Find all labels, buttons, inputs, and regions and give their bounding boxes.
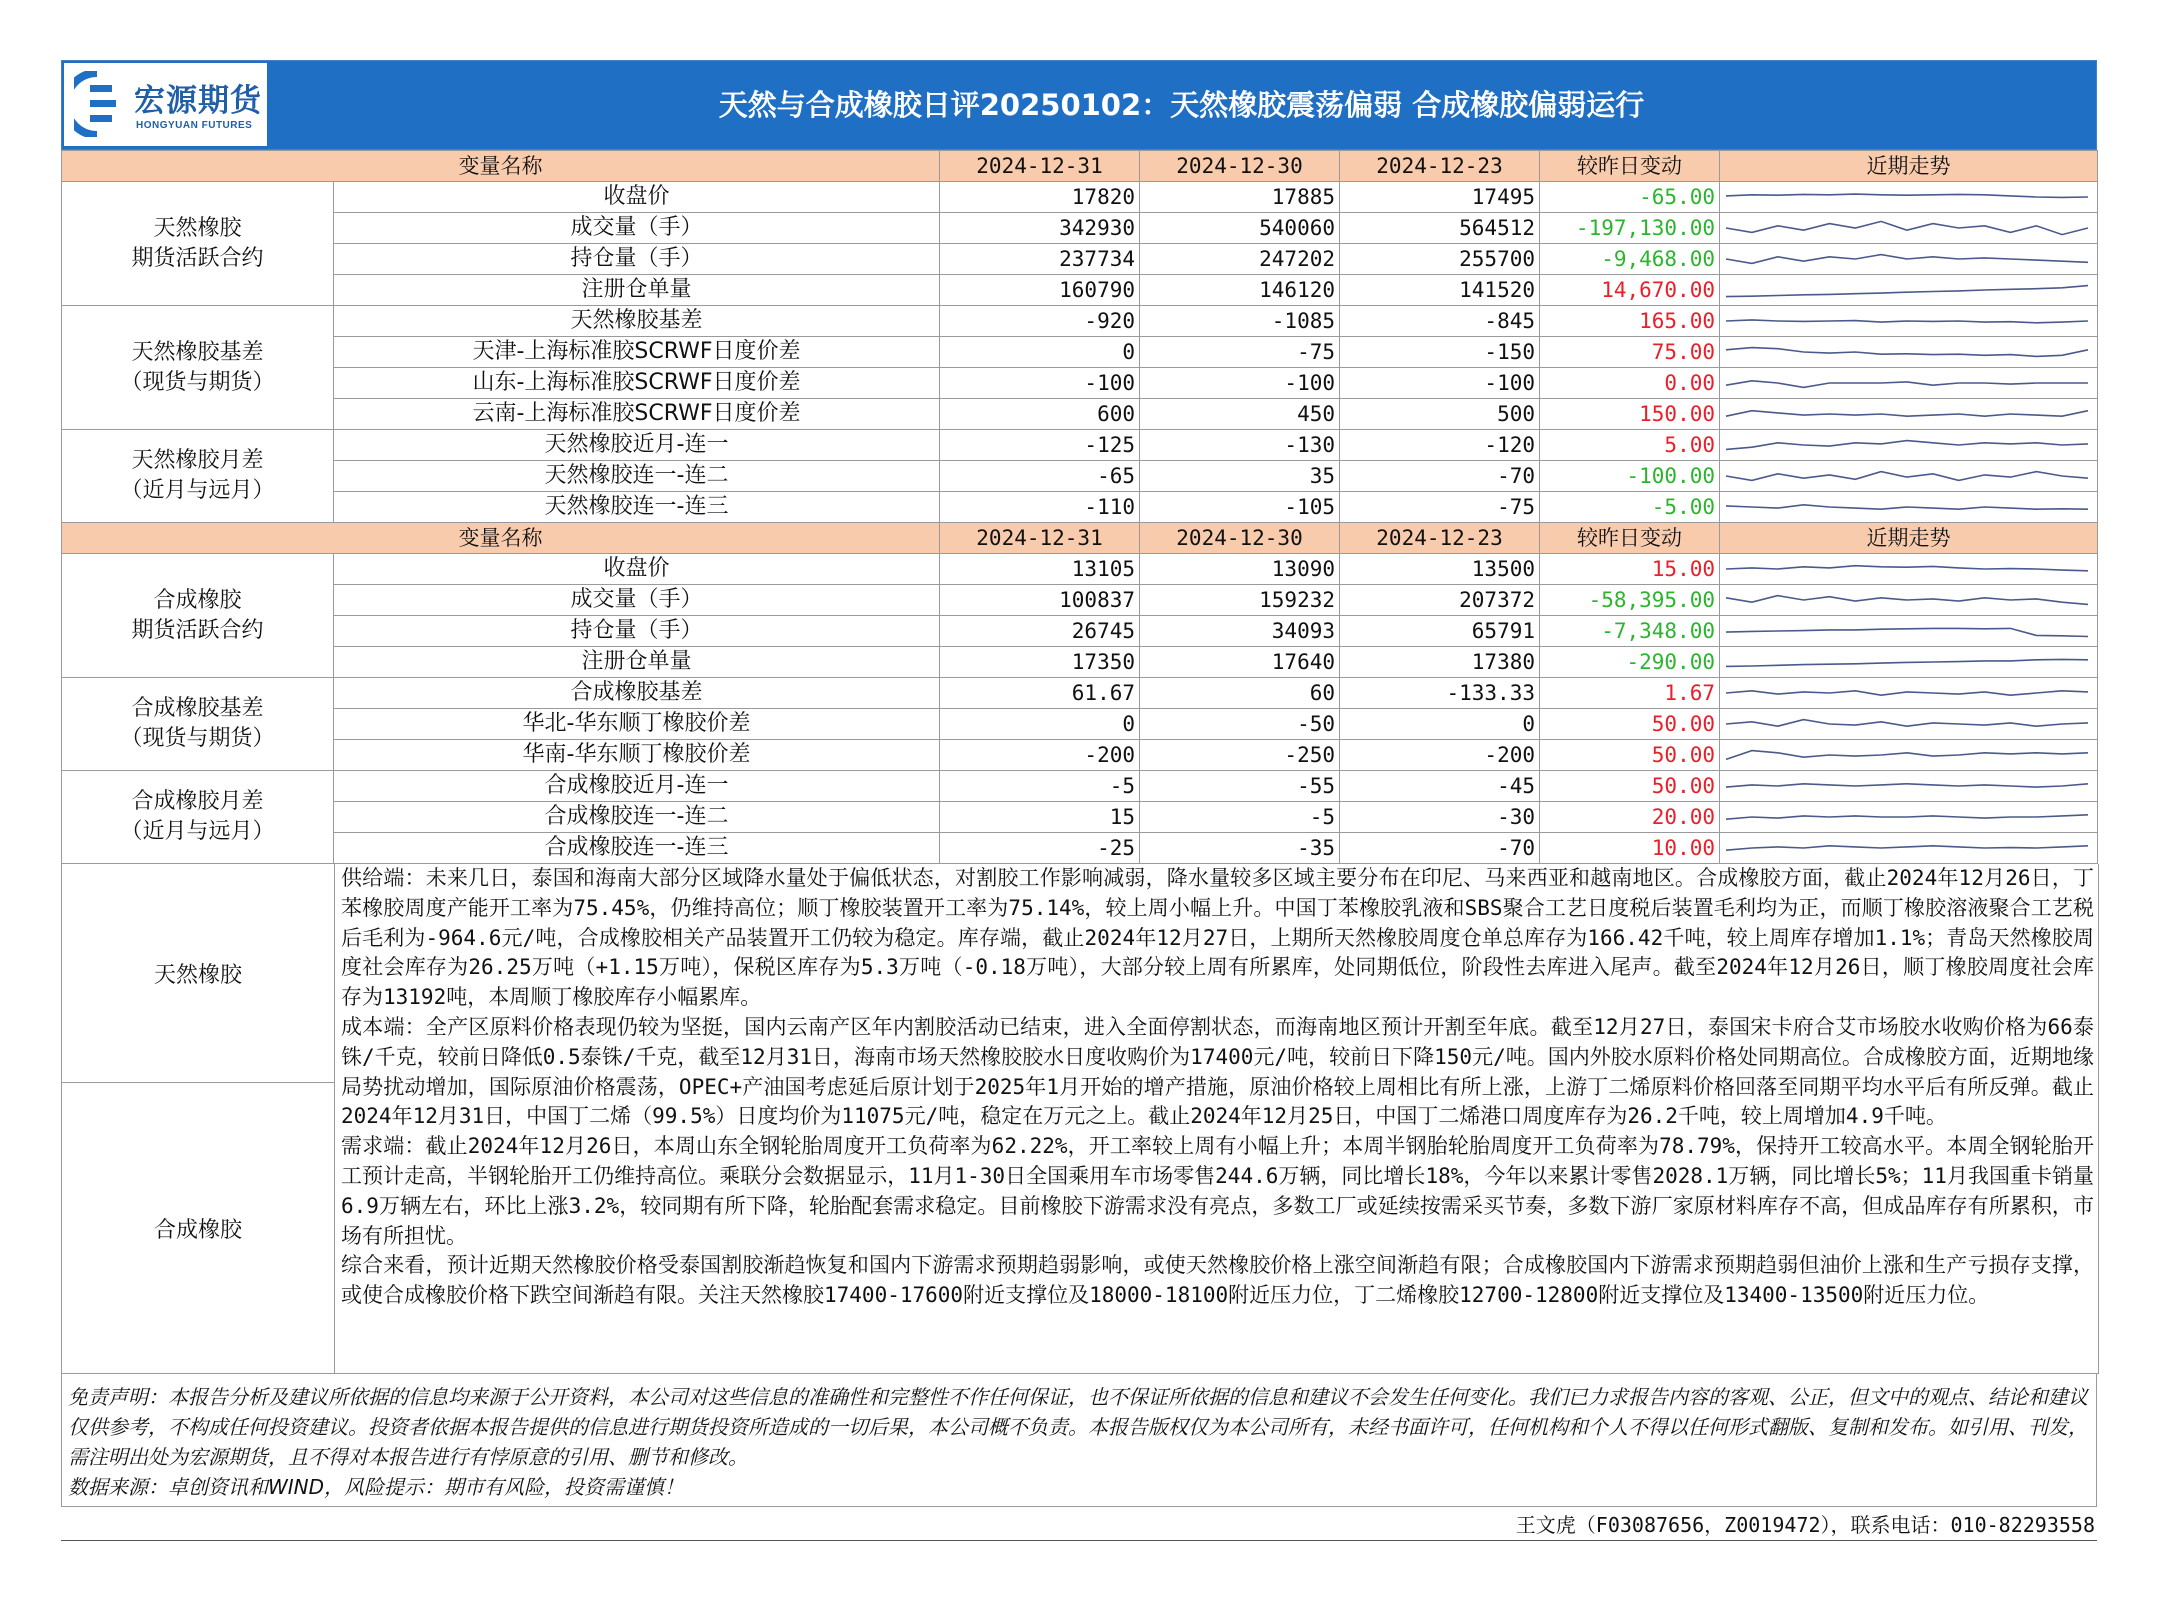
trend-sparkline [1724, 586, 2090, 614]
daily-change: 15.00 [1540, 554, 1720, 585]
indicator-table [61, 150, 2098, 864]
trend-sparkline-cell [1720, 492, 2098, 523]
trend-sparkline-cell [1720, 678, 2098, 709]
daily-change: 10.00 [1540, 833, 1720, 864]
trend-sparkline [1724, 741, 2090, 769]
trend-sparkline [1724, 803, 2090, 831]
table-row [62, 554, 2098, 585]
trend-sparkline-cell [1720, 430, 2098, 461]
daily-change: 1.67 [1540, 678, 1720, 709]
trend-sparkline [1724, 555, 2090, 583]
trend-sparkline [1724, 338, 2090, 366]
daily-change: 20.00 [1540, 802, 1720, 833]
table-row [62, 368, 2098, 399]
value-2024-12-23: -200 [1340, 740, 1540, 771]
value-2024-12-31: 600 [940, 399, 1140, 430]
sparkline-path [1726, 659, 2088, 666]
variable-name: 天津-上海标准胶SCRWF日度价差 [334, 337, 940, 368]
value-2024-12-30: -130 [1140, 430, 1340, 461]
value-2024-12-23: -133.33 [1340, 678, 1540, 709]
value-2024-12-23: 17495 [1340, 182, 1540, 213]
daily-change: -9,468.00 [1540, 244, 1720, 275]
sparkline-path [1726, 505, 2088, 509]
commentary-labels [62, 864, 335, 1373]
value-2024-12-30: 159232 [1140, 585, 1340, 616]
trend-sparkline-cell [1720, 306, 2098, 337]
variable-name: 合成橡胶连一-连二 [334, 802, 940, 833]
table-row [62, 616, 2098, 647]
variable-name: 成交量（手） [334, 585, 940, 616]
report-title: 天然与合成橡胶日评20250102：天然橡胶震荡偏弱 合成橡胶偏弱运行 [718, 88, 1645, 122]
commentary-text [335, 864, 2098, 1373]
hongyuan-logo-icon [74, 71, 120, 137]
variable-name: 天然橡胶连一-连三 [334, 492, 940, 523]
sparkline-path [1726, 441, 2088, 450]
value-2024-12-23: -70 [1340, 461, 1540, 492]
variable-name: 天然橡胶连一-连二 [334, 461, 940, 492]
value-2024-12-30: 540060 [1140, 213, 1340, 244]
trend-sparkline [1724, 834, 2090, 862]
sparkline-path [1726, 411, 2088, 417]
logo-english-name: HONGYUAN FUTURES [136, 120, 253, 131]
header-date-3: 2024-12-23 [1340, 523, 1540, 554]
commentary-supply: 供给端：未来几日，泰国和海南大部分区域降水量处于偏低状态，对割胶工作影响减弱，降水量较多区域主要分布在印尼、马来西亚和越南地区。合成橡胶方面，截止2024年12月26日，丁苯橡胶周度产能开工率为75.45%，仍维持高位；顺丁橡胶装置开工率为75.14%，较上周小幅上升。中国丁苯橡胶乳液和SBS聚合工艺日度税后装置毛利均为正，而顺丁橡胶溶液聚合工艺税后毛利为-964.6元/吨，合成橡胶相关产品装置开工仍较为稳定。库存端，截止2024年12月27日，上期所天然橡胶周度仓单总库存为166.42千吨，较上周库存增加1.1%；青岛天然橡胶周度社会库存为26.25万吨（+1.15万吨），保税区库存为5.3万吨（-0.18万吨），大部分较上周有所累库，处同期低位，阶段性去库进入尾声。截至2024年12月26日，顺丁橡胶周度社会库存为13192吨，本周顺丁橡胶库存小幅累库。 [341, 866, 2094, 1010]
value-2024-12-23: 0 [1340, 709, 1540, 740]
value-2024-12-31: -125 [940, 430, 1140, 461]
value-2024-12-23: -45 [1340, 771, 1540, 802]
trend-sparkline-cell [1720, 616, 2098, 647]
group-label: 合成橡胶月差 （近月与远月） [62, 771, 334, 864]
table-row [62, 306, 2098, 337]
daily-change: -58,395.00 [1540, 585, 1720, 616]
value-2024-12-30: 35 [1140, 461, 1340, 492]
value-2024-12-30: 17885 [1140, 182, 1340, 213]
trend-sparkline-cell [1720, 368, 2098, 399]
value-2024-12-31: -65 [940, 461, 1140, 492]
table-row [62, 275, 2098, 306]
trend-sparkline-cell [1720, 244, 2098, 275]
trend-sparkline-cell [1720, 213, 2098, 244]
trend-sparkline [1724, 648, 2090, 676]
daily-change: 0.00 [1540, 368, 1720, 399]
value-2024-12-23: -120 [1340, 430, 1540, 461]
value-2024-12-30: 60 [1140, 678, 1340, 709]
value-2024-12-23: 17380 [1340, 647, 1540, 678]
daily-change: -65.00 [1540, 182, 1720, 213]
value-2024-12-31: -25 [940, 833, 1140, 864]
variable-name: 合成橡胶近月-连一 [334, 771, 940, 802]
trend-sparkline [1724, 772, 2090, 800]
daily-change: 5.00 [1540, 430, 1720, 461]
trend-sparkline-cell [1720, 833, 2098, 864]
trend-sparkline [1724, 617, 2090, 645]
report-header [61, 60, 2097, 150]
table-row [62, 492, 2098, 523]
sparkline-path [1726, 320, 2088, 323]
value-2024-12-30: -5 [1140, 802, 1340, 833]
daily-change: -5.00 [1540, 492, 1720, 523]
value-2024-12-23: -100 [1340, 368, 1540, 399]
value-2024-12-30: -250 [1140, 740, 1340, 771]
value-2024-12-31: 0 [940, 337, 1140, 368]
value-2024-12-30: 17640 [1140, 647, 1340, 678]
trend-sparkline-cell [1720, 554, 2098, 585]
sparkline-path [1726, 784, 2088, 787]
table-row [62, 771, 2098, 802]
table-row [62, 647, 2098, 678]
table-row [62, 802, 2098, 833]
variable-name: 注册仓单量 [334, 647, 940, 678]
variable-name: 注册仓单量 [334, 275, 940, 306]
value-2024-12-31: 17350 [940, 647, 1140, 678]
trend-sparkline [1724, 276, 2090, 304]
group-label: 天然橡胶基差 （现货与期货） [62, 306, 334, 430]
value-2024-12-23: 65791 [1340, 616, 1540, 647]
trend-sparkline-cell [1720, 709, 2098, 740]
sparkline-path [1726, 566, 2088, 571]
trend-sparkline-cell [1720, 399, 2098, 430]
header-variable-name: 变量名称 [62, 151, 940, 182]
value-2024-12-30: 13090 [1140, 554, 1340, 585]
company-logo [64, 63, 267, 146]
value-2024-12-23: -845 [1340, 306, 1540, 337]
sparkline-path [1726, 691, 2088, 695]
sparkline-path [1726, 751, 2088, 760]
value-2024-12-23: 13500 [1340, 554, 1540, 585]
table-row [62, 213, 2098, 244]
sparkline-path [1726, 381, 2088, 388]
variable-name: 山东-上海标准胶SCRWF日度价差 [334, 368, 940, 399]
group-label: 天然橡胶 期货活跃合约 [62, 182, 334, 306]
trend-sparkline-cell [1720, 647, 2098, 678]
sparkline-path [1726, 596, 2088, 605]
sparkline-path [1726, 720, 2088, 727]
trend-sparkline-cell [1720, 337, 2098, 368]
commentary-demand: 需求端：截止2024年12月26日，本周山东全钢轮胎周度开工负荷率为62.22%，开工率较上周有小幅上升；本周半钢胎轮胎周度开工负荷率为78.79%，保持开工较高水平。本周全钢轮胎开工预计走高，半钢轮胎开工仍维持高位。乘联分会数据显示，11月1-30日全国乘用车市场零售244.6万辆，同比增长18%，今年以来累计零售2028.1万辆，同比增长5%；11月我国重卡销量6.9万辆左右，环比上涨3.2%，较同期有所下降，轮胎配套需求稳定。目前橡胶下游需求没有亮点，多数工厂或延续按需采买节奏，多数下游厂家原材料库存不高，但成品库存有所累积，市场有所担忧。 [341, 1134, 2094, 1248]
header-change: 较昨日变动 [1540, 151, 1720, 182]
daily-change: 75.00 [1540, 337, 1720, 368]
value-2024-12-23: -150 [1340, 337, 1540, 368]
trend-sparkline [1724, 400, 2090, 428]
table-row [62, 678, 2098, 709]
value-2024-12-23: -75 [1340, 492, 1540, 523]
commentary-cost: 成本端：全产区原料价格表现仍较为坚挺，国内云南产区年内割胶活动已结束，进入全面停割状态，而海南地区预计开割至年底。截至12月27日，泰国宋卡府合艾市场胶水收购价格为66泰铢/千克，较前日降低0.5泰铢/千克，截至12月31日，海南市场天然橡胶胶水日度收购价为17400元/吨，较前日下降150元/吨。国内外胶水原料价格处同期高位。合成橡胶方面，近期地缘局势扰动增加，国际原油价格震荡，OPEC+产油国考虑延后原计划于2025年1月开始的增产措施，原油价格较上周相比有所上涨，上游丁二烯原料价格回落至同期平均水平后有所反弹。截止2024年12月31日，中国丁二烯（99.5%）日度均价为11075元/吨，稳定在万元之上。截止2024年12月25日，中国丁二烯港口周度库存为26.2千吨，较上周增加4.9千吨。 [341, 1014, 2094, 1129]
value-2024-12-30: -35 [1140, 833, 1340, 864]
value-2024-12-30: 34093 [1140, 616, 1340, 647]
daily-change: 50.00 [1540, 771, 1720, 802]
disclaimer-text: 免责声明：本报告分析及建议所依据的信息均来源于公开资料，本公司对这些信息的准确性和完整性不作任何保证，也不保证所依据的信息和建议不会发生任何变化。我们已力求报告内容的客观、公正，但文中的观点、结论和建议仅供参考，不构成任何投资建议。投资者依据本报告提供的信息进行期货投资所造成的一切后果，本公司概不负责。本报告版权仅为本公司所有，未经书面许可，任何机构和个人不得以任何形式翻版、复制和发布。如引用、刊发，需注明出处为宏源期货，且不得对本报告进行有悖原意的引用、删节和修改。 [68, 1385, 2088, 1469]
sparkline-path [1726, 815, 2088, 819]
trend-sparkline [1724, 493, 2090, 521]
header-date-1: 2024-12-31 [940, 151, 1140, 182]
trend-sparkline-cell [1720, 461, 2098, 492]
header-date-2: 2024-12-30 [1140, 151, 1340, 182]
value-2024-12-31: 160790 [940, 275, 1140, 306]
value-2024-12-23: 255700 [1340, 244, 1540, 275]
commentary-label-natural-rubber: 天然橡胶 [62, 864, 334, 1083]
variable-name: 持仓量（手） [334, 616, 940, 647]
value-2024-12-30: -100 [1140, 368, 1340, 399]
daily-change: -100.00 [1540, 461, 1720, 492]
table-row [62, 399, 2098, 430]
variable-name: 收盘价 [334, 554, 940, 585]
trend-sparkline-cell [1720, 802, 2098, 833]
header-date-2: 2024-12-30 [1140, 523, 1340, 554]
variable-name: 华北-华东顺丁橡胶价差 [334, 709, 940, 740]
value-2024-12-31: 100837 [940, 585, 1140, 616]
header-variable-name: 变量名称 [62, 523, 940, 554]
value-2024-12-31: 26745 [940, 616, 1140, 647]
daily-change: 14,670.00 [1540, 275, 1720, 306]
value-2024-12-30: -50 [1140, 709, 1340, 740]
table-row [62, 740, 2098, 771]
trend-sparkline-cell [1720, 740, 2098, 771]
value-2024-12-23: -70 [1340, 833, 1540, 864]
variable-name: 收盘价 [334, 182, 940, 213]
value-2024-12-23: -30 [1340, 802, 1540, 833]
value-2024-12-30: 146120 [1140, 275, 1340, 306]
data-source: 数据来源：卓创资讯和WIND，风险提示：期市有风险，投资需谨慎！ [68, 1475, 685, 1499]
value-2024-12-31: -200 [940, 740, 1140, 771]
table-row [62, 833, 2098, 864]
daily-change: -7,348.00 [1540, 616, 1720, 647]
commentary-summary: 综合来看，预计近期天然橡胶价格受泰国割胶渐趋恢复和国内下游需求预期趋弱影响，或使天然橡胶价格上涨空间渐趋有限；合成橡胶国内下游需求预期趋弱但油价上涨和生产亏损存支撑，或使合成橡胶价格下跌空间渐趋有限。关注天然橡胶17400-17600附近支撑位及18000-18100附近压力位，丁二烯橡胶12700-12800附近支撑位及13400-13500附近压力位。 [341, 1253, 2094, 1308]
daily-change: 165.00 [1540, 306, 1720, 337]
daily-change: -197,130.00 [1540, 213, 1720, 244]
group-label: 合成橡胶基差 （现货与期货） [62, 678, 334, 771]
table-row [62, 244, 2098, 275]
value-2024-12-31: -5 [940, 771, 1140, 802]
sparkline-path [1726, 286, 2088, 297]
value-2024-12-23: 207372 [1340, 585, 1540, 616]
sparkline-path [1726, 255, 2088, 264]
commentary-section [61, 864, 2099, 1374]
header-trend: 近期走势 [1720, 523, 2098, 554]
table-row [62, 709, 2098, 740]
daily-change: 50.00 [1540, 709, 1720, 740]
value-2024-12-31: 13105 [940, 554, 1140, 585]
table-row [62, 461, 2098, 492]
table-row [62, 585, 2098, 616]
sparkline-path [1726, 221, 2088, 234]
trend-sparkline [1724, 710, 2090, 738]
value-2024-12-31: 61.67 [940, 678, 1140, 709]
header-date-1: 2024-12-31 [940, 523, 1140, 554]
value-2024-12-31: 237734 [940, 244, 1140, 275]
trend-sparkline-cell [1720, 182, 2098, 213]
trend-sparkline [1724, 431, 2090, 459]
sparkline-path [1726, 846, 2088, 850]
value-2024-12-31: -100 [940, 368, 1140, 399]
value-2024-12-31: -920 [940, 306, 1140, 337]
trend-sparkline [1724, 245, 2090, 273]
variable-name: 天然橡胶近月-连一 [334, 430, 940, 461]
variable-name: 持仓量（手） [334, 244, 940, 275]
trend-sparkline-cell [1720, 275, 2098, 306]
sparkline-path [1726, 194, 2088, 197]
value-2024-12-31: -110 [940, 492, 1140, 523]
variable-name: 云南-上海标准胶SCRWF日度价差 [334, 399, 940, 430]
trend-sparkline [1724, 214, 2090, 242]
group-label: 天然橡胶月差 （近月与远月） [62, 430, 334, 523]
trend-sparkline-cell [1720, 771, 2098, 802]
trend-sparkline [1724, 369, 2090, 397]
value-2024-12-31: 15 [940, 802, 1140, 833]
daily-change: 150.00 [1540, 399, 1720, 430]
report-page [61, 60, 2097, 1541]
disclaimer [61, 1374, 2097, 1507]
value-2024-12-31: 17820 [940, 182, 1140, 213]
value-2024-12-23: 500 [1340, 399, 1540, 430]
value-2024-12-31: 0 [940, 709, 1140, 740]
commentary-label-synthetic-rubber: 合成橡胶 [153, 1217, 242, 1243]
variable-name: 合成橡胶基差 [334, 678, 940, 709]
variable-name: 华南-华东顺丁橡胶价差 [334, 740, 940, 771]
trend-sparkline [1724, 679, 2090, 707]
value-2024-12-30: -105 [1140, 492, 1340, 523]
sparkline-path [1726, 348, 2088, 357]
variable-name: 合成橡胶连一-连三 [334, 833, 940, 864]
variable-name: 成交量（手） [334, 213, 940, 244]
value-2024-12-30: -75 [1140, 337, 1340, 368]
table-row [62, 182, 2098, 213]
header-date-3: 2024-12-23 [1340, 151, 1540, 182]
value-2024-12-30: -1085 [1140, 306, 1340, 337]
group-label: 合成橡胶 期货活跃合约 [62, 554, 334, 678]
value-2024-12-31: 342930 [940, 213, 1140, 244]
header-change: 较昨日变动 [1540, 523, 1720, 554]
value-2024-12-30: 450 [1140, 399, 1340, 430]
daily-change: -290.00 [1540, 647, 1720, 678]
variable-name: 天然橡胶基差 [334, 306, 940, 337]
trend-sparkline [1724, 462, 2090, 490]
table-header-row [62, 523, 2098, 554]
trend-sparkline [1724, 183, 2090, 211]
table-row [62, 430, 2098, 461]
value-2024-12-23: 564512 [1340, 213, 1540, 244]
logo-chinese-name: 宏源期货 [134, 83, 262, 119]
trend-sparkline [1724, 307, 2090, 335]
table-row [62, 337, 2098, 368]
value-2024-12-30: 247202 [1140, 244, 1340, 275]
daily-change: 50.00 [1540, 740, 1720, 771]
author-contact: 王文虎（F03087656，Z0019472），联系电话：010-82293558 [61, 1507, 2097, 1541]
value-2024-12-30: -55 [1140, 771, 1340, 802]
trend-sparkline-cell [1720, 585, 2098, 616]
table-header-row [62, 151, 2098, 182]
sparkline-path [1726, 472, 2088, 481]
value-2024-12-23: 141520 [1340, 275, 1540, 306]
sparkline-path [1726, 628, 2088, 636]
header-trend: 近期走势 [1720, 151, 2098, 182]
